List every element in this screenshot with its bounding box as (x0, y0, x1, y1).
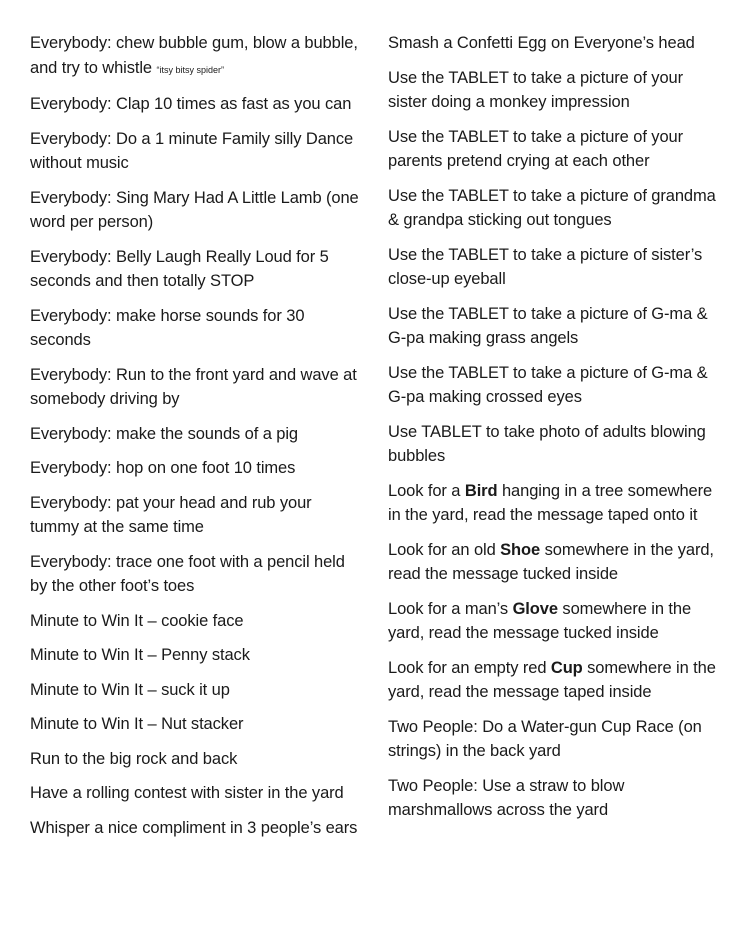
activity-item (388, 774, 723, 823)
activity-item (30, 31, 360, 82)
item-keyword: Cup (550, 658, 583, 677)
item-text: “itsy bitsy spider” (156, 64, 225, 75)
item-text: hanging in a tree somewhere in the yard, read the message taped onto it (388, 481, 713, 524)
activity-item (30, 550, 360, 599)
item-text: Use the TABLET to take a picture of your sister doing a monkey impression (388, 68, 683, 111)
item-text: Everybody: trace one foot with a pencil held by the other foot’s toes (30, 552, 345, 595)
item-keyword: Shoe (500, 540, 541, 559)
activity-item (30, 491, 360, 540)
activity-item (388, 597, 723, 646)
activity-item (388, 302, 723, 351)
item-text: somewhere in the yard, read the message tucked inside (388, 599, 692, 642)
activity-item (30, 816, 360, 841)
item-text: Everybody: Belly Laugh Really Loud for 5 seconds and then totally STOP (30, 247, 329, 290)
activity-item (30, 127, 360, 176)
item-text: Use the TABLET to take a picture of grandma & grandpa sticking out tongues (388, 186, 716, 229)
item-text: Everybody: Sing Mary Had A Little Lamb (one word per person) (30, 188, 359, 231)
activity-item (30, 678, 360, 703)
item-text: Minute to Win It – suck it up (30, 680, 230, 699)
activity-item (30, 609, 360, 634)
item-text: Look for a man’s (388, 599, 513, 618)
activity-item (388, 656, 723, 705)
activity-item (30, 304, 360, 353)
item-text: Have a rolling contest with sister in the yard (30, 784, 344, 802)
item-text: Everybody: hop on one foot 10 times (30, 459, 296, 477)
activity-item (30, 363, 360, 412)
item-text: Two People: Do a Water-gun Cup Race (on strings) in the back yard (388, 717, 702, 760)
item-text: Look for an empty red (388, 658, 551, 677)
item-text: Use the TABLET to take a picture of G-ma & G-pa making crossed eyes (388, 363, 708, 406)
activity-item (30, 245, 360, 294)
activity-item (30, 643, 360, 668)
item-text: Look for a (388, 481, 465, 500)
item-text: somewhere in the yard, read the message tucked inside (388, 540, 714, 583)
activity-item (388, 361, 723, 410)
item-text: Everybody: pat your head and rub your tummy at the same time (30, 493, 312, 536)
activity-item (30, 422, 360, 447)
item-text: Everybody: Run to the front yard and wave at somebody driving by (30, 365, 357, 408)
item-text: Everybody: chew bubble gum, blow a bubble, and try to whistle (30, 34, 358, 77)
item-text: Everybody: make horse sounds for 30 seconds (30, 306, 305, 349)
item-text: Everybody: Do a 1 minute Family silly Dance without music (30, 129, 354, 172)
item-text: Smash a Confetti Egg on Everyone’s head (388, 34, 695, 52)
item-keyword: Glove (512, 599, 558, 618)
item-text: Minute to Win It – Nut stacker (30, 715, 244, 733)
activity-item (388, 66, 723, 115)
right-column (388, 31, 723, 833)
item-keyword: Bird (464, 481, 498, 500)
item-text: Two People: Use a straw to blow marshmallows across the yard (388, 776, 625, 819)
activity-item (388, 184, 723, 233)
activity-item (30, 456, 360, 481)
item-text: Run to the big rock and back (30, 749, 238, 768)
item-text: Look for an old (388, 540, 501, 559)
activity-item (30, 747, 360, 772)
activity-item (388, 243, 723, 292)
activity-item (388, 715, 723, 764)
item-text: somewhere in the yard, read the message taped inside (388, 658, 716, 701)
item-text: Use the TABLET to take a picture of your parents pretend crying at each other (388, 127, 683, 170)
activity-item (30, 92, 360, 117)
item-text: Minute to Win It – Penny stack (30, 646, 250, 664)
item-text: Everybody: make the sounds of a pig (30, 424, 298, 443)
activity-item (388, 538, 723, 587)
item-text: Use TABLET to take photo of adults blowing bubbles (388, 422, 706, 465)
item-text: Everybody: Clap 10 times as fast as you can (30, 95, 352, 113)
activity-item (30, 781, 360, 806)
item-text: Use the TABLET to take a picture of G-ma & G-pa making grass angels (388, 304, 708, 347)
item-text: Use the TABLET to take a picture of sister’s close-up eyeball (388, 245, 703, 288)
left-column (30, 31, 360, 850)
activity-item (388, 31, 723, 56)
activity-item (30, 712, 360, 737)
activity-item (388, 479, 723, 528)
item-text: Minute to Win It – cookie face (30, 611, 244, 630)
activity-item (388, 420, 723, 469)
activity-item (388, 125, 723, 174)
item-text: Whisper a nice compliment in 3 people’s ears (30, 818, 358, 837)
activity-item (30, 186, 360, 235)
